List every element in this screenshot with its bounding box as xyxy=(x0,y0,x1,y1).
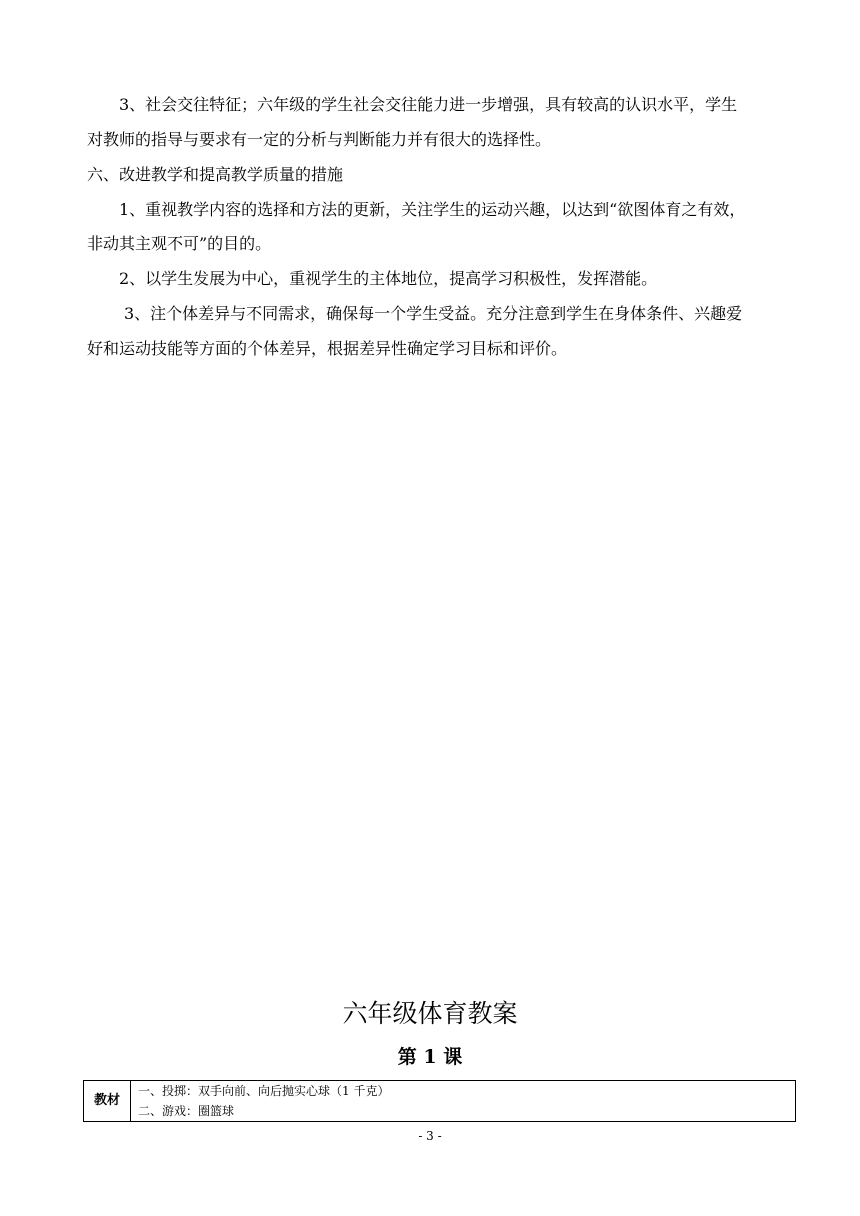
table-row xyxy=(84,1081,796,1122)
section-heading: 六、改进教学和提高教学质量的措施 xyxy=(87,165,344,184)
measure-1-line2: 非动其主观不可”的目的。 xyxy=(87,234,272,253)
table-line-1: 一、投掷：双手向前、向后抛实心球（1 千克） xyxy=(138,1084,390,1098)
table-line-2: 二、游戏：圈篮球 xyxy=(138,1104,235,1118)
measure-3-line2: 好和运动技能等方面的个体差异，根据差异性确定学习目标和评价。 xyxy=(87,339,568,358)
lesson-number: 第 1 课 xyxy=(397,1046,463,1068)
page-number: - 3 - xyxy=(418,1129,442,1143)
table-content-cell xyxy=(131,1081,796,1122)
measure-3-line1: 3、注个体差异与不同需求，确保每一个学生受益。充分注意到学生在身体条件、兴趣爱 xyxy=(124,304,743,323)
lesson-table xyxy=(83,1080,796,1122)
paragraph-social-line2: 对教师的指导与要求有一定的分析与判断能力并有很大的选择性。 xyxy=(87,130,552,149)
measure-1-line1: 1、重视教学内容的选择和方法的更新，关注学生的运动兴趣，以达到“欲图体育之有效， xyxy=(119,200,746,219)
measure-2-line1: 2、以学生发展为中心，重视学生的主体地位，提高学习积极性，发挥潜能。 xyxy=(119,269,658,288)
paragraph-social-line1: 3、社会交往特征；六年级的学生社会交往能力进一步增强，具有较高的认识水平，学生 xyxy=(119,95,738,114)
table-label-cell: 教材 xyxy=(84,1081,131,1122)
lesson-plan-title: 六年级体育教案 xyxy=(342,999,518,1028)
